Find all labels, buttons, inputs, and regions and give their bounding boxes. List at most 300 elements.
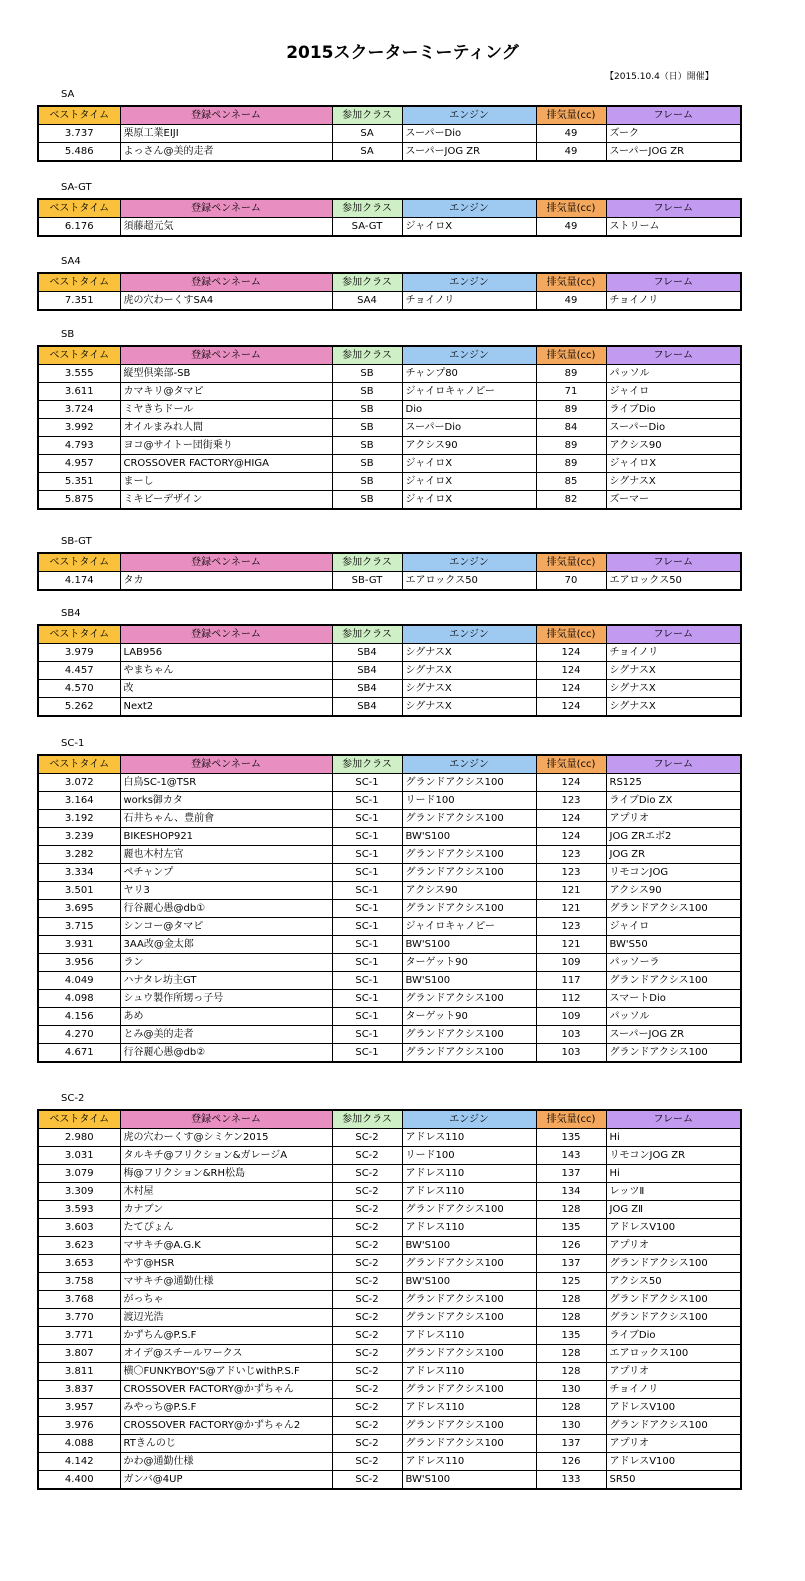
table-row: [38, 1381, 741, 1399]
class-cell: SC-1: [332, 846, 402, 864]
table-row: [38, 218, 741, 237]
displacement-cell: 123: [536, 864, 606, 882]
table-row: [38, 1435, 741, 1453]
displacement-cell: 121: [536, 882, 606, 900]
class-cell: SC-1: [332, 1008, 402, 1026]
frame-cell: ライブDio ZX: [606, 792, 741, 810]
class-cell: SC-1: [332, 864, 402, 882]
pen-name-cell: シンコー@タマピ: [120, 918, 332, 936]
frame-cell: チョイノリ: [606, 1381, 741, 1399]
table-row: [38, 473, 741, 491]
pen-name-cell: 木村屋: [120, 1183, 332, 1201]
engine-cell: グランドアクシス100: [402, 774, 536, 792]
header-engine: エンジン: [402, 755, 536, 774]
best-time-cell: 4.570: [38, 680, 120, 698]
displacement-cell: 130: [536, 1381, 606, 1399]
class-section-label: SA-GT: [61, 182, 92, 193]
displacement-cell: 89: [536, 437, 606, 455]
displacement-cell: 123: [536, 846, 606, 864]
best-time-cell: 4.174: [38, 572, 120, 591]
class-cell: SC-1: [332, 882, 402, 900]
engine-cell: グランドアクシス100: [402, 1026, 536, 1044]
best-time-cell: 6.176: [38, 218, 120, 237]
frame-cell: ジャイロX: [606, 455, 741, 473]
class-cell: SC-2: [332, 1345, 402, 1363]
pen-name-cell: かずちん@P.S.F: [120, 1327, 332, 1345]
best-time-cell: 3.737: [38, 125, 120, 143]
engine-cell: ターゲット90: [402, 954, 536, 972]
table-row: [38, 1453, 741, 1471]
frame-cell: アプリオ: [606, 1237, 741, 1255]
displacement-cell: 123: [536, 792, 606, 810]
displacement-cell: 123: [536, 918, 606, 936]
table-row: [38, 1008, 741, 1026]
best-time-cell: 3.770: [38, 1309, 120, 1327]
class-cell: SA: [332, 143, 402, 162]
pen-name-cell: やまちゃん: [120, 662, 332, 680]
header-frame: フレーム: [606, 273, 741, 292]
header-best-time: ベストタイム: [38, 346, 120, 365]
header-pen-name: 登録ペンネーム: [120, 553, 332, 572]
class-cell: SC-1: [332, 810, 402, 828]
class-cell: SB: [332, 437, 402, 455]
engine-cell: BW'S100: [402, 828, 536, 846]
engine-cell: アドレス110: [402, 1327, 536, 1345]
class-cell: SC-2: [332, 1291, 402, 1309]
engine-cell: ジャイロX: [402, 491, 536, 510]
table-row: [38, 972, 741, 990]
header-frame: フレーム: [606, 199, 741, 218]
engine-cell: リード100: [402, 792, 536, 810]
class-cell: SC-1: [332, 774, 402, 792]
table-row: [38, 1237, 741, 1255]
header-pen-name: 登録ペンネーム: [120, 625, 332, 644]
class-cell: SB4: [332, 698, 402, 717]
header-displacement: 排気量(cc): [536, 346, 606, 365]
header-class: 参加クラス: [332, 553, 402, 572]
best-time-cell: 3.768: [38, 1291, 120, 1309]
engine-cell: グランドアクシス100: [402, 846, 536, 864]
table-header-row: [38, 199, 741, 218]
pen-name-cell: ペチャンプ: [120, 864, 332, 882]
engine-cell: グランドアクシス100: [402, 1044, 536, 1063]
header-displacement: 排気量(cc): [536, 553, 606, 572]
best-time-cell: 3.282: [38, 846, 120, 864]
pen-name-cell: シュウ製作所甥っ子号: [120, 990, 332, 1008]
frame-cell: アプリオ: [606, 810, 741, 828]
class-cell: SB: [332, 455, 402, 473]
engine-cell: アクシス90: [402, 437, 536, 455]
class-cell: SC-2: [332, 1255, 402, 1273]
best-time-cell: 7.351: [38, 292, 120, 311]
table-row: [38, 900, 741, 918]
pen-name-cell: 改: [120, 680, 332, 698]
displacement-cell: 121: [536, 900, 606, 918]
pen-name-cell: 白鳥SC-1@TSR: [120, 774, 332, 792]
best-time-cell: 3.931: [38, 936, 120, 954]
pen-name-cell: マサキチ@通勤仕様: [120, 1273, 332, 1291]
best-time-cell: 3.593: [38, 1201, 120, 1219]
engine-cell: アドレス110: [402, 1453, 536, 1471]
pen-name-cell: やす@HSR: [120, 1255, 332, 1273]
table-row: [38, 1327, 741, 1345]
engine-cell: ジャイロX: [402, 473, 536, 491]
class-cell: SC-2: [332, 1201, 402, 1219]
results-table: [37, 552, 742, 591]
best-time-cell: 4.671: [38, 1044, 120, 1063]
pen-name-cell: ラン: [120, 954, 332, 972]
header-engine: エンジン: [402, 106, 536, 125]
best-time-cell: 3.715: [38, 918, 120, 936]
table-row: [38, 1345, 741, 1363]
engine-cell: アドレス110: [402, 1129, 536, 1147]
engine-cell: シグナスX: [402, 680, 536, 698]
frame-cell: チョイノリ: [606, 644, 741, 662]
class-cell: SB: [332, 473, 402, 491]
frame-cell: シグナスX: [606, 680, 741, 698]
best-time-cell: 3.956: [38, 954, 120, 972]
best-time-cell: 3.771: [38, 1327, 120, 1345]
best-time-cell: 4.793: [38, 437, 120, 455]
frame-cell: ストリーム: [606, 218, 741, 237]
page-title: 2015スクーターミーティング: [286, 43, 519, 63]
header-engine: エンジン: [402, 273, 536, 292]
class-cell: SC-1: [332, 990, 402, 1008]
header-frame: フレーム: [606, 625, 741, 644]
displacement-cell: 137: [536, 1435, 606, 1453]
header-class: 参加クラス: [332, 625, 402, 644]
results-table: [37, 105, 742, 162]
class-cell: SA: [332, 125, 402, 143]
frame-cell: パッソーラ: [606, 954, 741, 972]
engine-cell: エアロックス50: [402, 572, 536, 591]
class-cell: SB-GT: [332, 572, 402, 591]
frame-cell: シグナスX: [606, 473, 741, 491]
engine-cell: BW'S100: [402, 1237, 536, 1255]
engine-cell: グランドアクシス100: [402, 1291, 536, 1309]
best-time-cell: 3.079: [38, 1165, 120, 1183]
table-row: [38, 1309, 741, 1327]
displacement-cell: 124: [536, 774, 606, 792]
pen-name-cell: たてぴょん: [120, 1219, 332, 1237]
class-cell: SC-2: [332, 1147, 402, 1165]
table-header-row: [38, 755, 741, 774]
best-time-cell: 3.724: [38, 401, 120, 419]
frame-cell: RS125: [606, 774, 741, 792]
frame-cell: アプリオ: [606, 1363, 741, 1381]
class-cell: SC-2: [332, 1435, 402, 1453]
pen-name-cell: CROSSOVER FACTORY@HIGA: [120, 455, 332, 473]
class-cell: SC-2: [332, 1417, 402, 1435]
table-row: [38, 1363, 741, 1381]
pen-name-cell: 3AA改@金太郎: [120, 936, 332, 954]
pen-name-cell: とみ@美的走者: [120, 1026, 332, 1044]
table-row: [38, 125, 741, 143]
pen-name-cell: オイルまみれ人間: [120, 419, 332, 437]
frame-cell: グランドアクシス100: [606, 972, 741, 990]
displacement-cell: 121: [536, 936, 606, 954]
pen-name-cell: 虎の穴わーくす@シミケン2015: [120, 1129, 332, 1147]
header-frame: フレーム: [606, 755, 741, 774]
engine-cell: BW'S100: [402, 972, 536, 990]
displacement-cell: 112: [536, 990, 606, 1008]
engine-cell: グランドアクシス100: [402, 1435, 536, 1453]
displacement-cell: 135: [536, 1219, 606, 1237]
engine-cell: BW'S100: [402, 1471, 536, 1490]
table-row: [38, 1044, 741, 1063]
displacement-cell: 124: [536, 810, 606, 828]
class-section-label: SB-GT: [61, 536, 92, 547]
class-cell: SC-1: [332, 1044, 402, 1063]
header-displacement: 排気量(cc): [536, 199, 606, 218]
table-row: [38, 365, 741, 383]
header-frame: フレーム: [606, 1110, 741, 1129]
class-section-label: SA4: [61, 256, 81, 267]
frame-cell: JOG ZⅡ: [606, 1201, 741, 1219]
pen-name-cell: カマキリ@タマピ: [120, 383, 332, 401]
engine-cell: スーパーDio: [402, 419, 536, 437]
table-row: [38, 1026, 741, 1044]
table-header-row: [38, 273, 741, 292]
table-row: [38, 644, 741, 662]
displacement-cell: 124: [536, 828, 606, 846]
frame-cell: スマートDio: [606, 990, 741, 1008]
pen-name-cell: works御カタ: [120, 792, 332, 810]
class-cell: SC-2: [332, 1183, 402, 1201]
results-table: [37, 754, 742, 1063]
header-displacement: 排気量(cc): [536, 755, 606, 774]
frame-cell: シグナスX: [606, 698, 741, 717]
class-section-label: SB4: [61, 608, 81, 619]
best-time-cell: 3.653: [38, 1255, 120, 1273]
class-cell: SC-1: [332, 918, 402, 936]
pen-name-cell: 横〇FUNKYBOY'S@アドいじwithP.S.F: [120, 1363, 332, 1381]
best-time-cell: 3.334: [38, 864, 120, 882]
table-row: [38, 401, 741, 419]
class-cell: SB4: [332, 680, 402, 698]
best-time-cell: 3.603: [38, 1219, 120, 1237]
header-class: 参加クラス: [332, 1110, 402, 1129]
engine-cell: シグナスX: [402, 662, 536, 680]
displacement-cell: 103: [536, 1044, 606, 1063]
best-time-cell: 4.957: [38, 455, 120, 473]
engine-cell: ジャイロキャノピー: [402, 918, 536, 936]
class-cell: SC-2: [332, 1471, 402, 1490]
header-class: 参加クラス: [332, 106, 402, 125]
table-row: [38, 990, 741, 1008]
frame-cell: スーパーJOG ZR: [606, 143, 741, 162]
pen-name-cell: RTきんのじ: [120, 1435, 332, 1453]
pen-name-cell: ヤリ3: [120, 882, 332, 900]
class-cell: SC-2: [332, 1309, 402, 1327]
engine-cell: グランドアクシス100: [402, 900, 536, 918]
pen-name-cell: ミヤきちドール: [120, 401, 332, 419]
displacement-cell: 49: [536, 218, 606, 237]
table-row: [38, 864, 741, 882]
frame-cell: BW'S50: [606, 936, 741, 954]
results-table: [37, 272, 742, 311]
header-best-time: ベストタイム: [38, 1110, 120, 1129]
header-engine: エンジン: [402, 553, 536, 572]
best-time-cell: 4.457: [38, 662, 120, 680]
frame-cell: アプリオ: [606, 1435, 741, 1453]
engine-cell: ジャイロX: [402, 218, 536, 237]
displacement-cell: 103: [536, 1026, 606, 1044]
event-date: 【2015.10.4（日）開催】: [605, 72, 714, 82]
class-section-label: SA: [61, 89, 75, 100]
table-row: [38, 698, 741, 717]
frame-cell: SR50: [606, 1471, 741, 1490]
header-displacement: 排気量(cc): [536, 273, 606, 292]
header-pen-name: 登録ペンネーム: [120, 755, 332, 774]
pen-name-cell: 行谷麗心愚@db②: [120, 1044, 332, 1063]
class-cell: SC-2: [332, 1219, 402, 1237]
frame-cell: JOG ZR: [606, 846, 741, 864]
header-best-time: ベストタイム: [38, 106, 120, 125]
displacement-cell: 49: [536, 125, 606, 143]
frame-cell: アクシス90: [606, 882, 741, 900]
header-class: 参加クラス: [332, 273, 402, 292]
pen-name-cell: オイデ@スチールワークス: [120, 1345, 332, 1363]
best-time-cell: 3.031: [38, 1147, 120, 1165]
header-displacement: 排気量(cc): [536, 106, 606, 125]
displacement-cell: 128: [536, 1363, 606, 1381]
pen-name-cell: Next2: [120, 698, 332, 717]
pen-name-cell: CROSSOVER FACTORY@かずちゃん: [120, 1381, 332, 1399]
best-time-cell: 3.957: [38, 1399, 120, 1417]
best-time-cell: 3.611: [38, 383, 120, 401]
pen-name-cell: CROSSOVER FACTORY@かずちゃん2: [120, 1417, 332, 1435]
displacement-cell: 128: [536, 1309, 606, 1327]
header-best-time: ベストタイム: [38, 199, 120, 218]
table-row: [38, 419, 741, 437]
best-time-cell: 4.270: [38, 1026, 120, 1044]
table-row: [38, 437, 741, 455]
frame-cell: スーパーDio: [606, 419, 741, 437]
best-time-cell: 5.486: [38, 143, 120, 162]
displacement-cell: 125: [536, 1273, 606, 1291]
pen-name-cell: ヨコ@サイトー団街乗り: [120, 437, 332, 455]
engine-cell: グランドアクシス100: [402, 990, 536, 1008]
frame-cell: スーパーJOG ZR: [606, 1026, 741, 1044]
engine-cell: グランドアクシス100: [402, 1417, 536, 1435]
displacement-cell: 70: [536, 572, 606, 591]
header-frame: フレーム: [606, 346, 741, 365]
best-time-cell: 3.309: [38, 1183, 120, 1201]
pen-name-cell: タカ: [120, 572, 332, 591]
frame-cell: ジャイロ: [606, 383, 741, 401]
displacement-cell: 130: [536, 1417, 606, 1435]
class-cell: SB: [332, 383, 402, 401]
table-row: [38, 1273, 741, 1291]
table-header-row: [38, 625, 741, 644]
best-time-cell: 5.351: [38, 473, 120, 491]
engine-cell: グランドアクシス100: [402, 1201, 536, 1219]
best-time-cell: 5.262: [38, 698, 120, 717]
table-row: [38, 792, 741, 810]
pen-name-cell: 縦型倶楽部-SB: [120, 365, 332, 383]
engine-cell: Dio: [402, 401, 536, 419]
table-header-row: [38, 346, 741, 365]
best-time-cell: 4.142: [38, 1453, 120, 1471]
pen-name-cell: LAB956: [120, 644, 332, 662]
frame-cell: グランドアクシス100: [606, 1255, 741, 1273]
frame-cell: グランドアクシス100: [606, 1044, 741, 1063]
table-row: [38, 1147, 741, 1165]
table-row: [38, 680, 741, 698]
table-row: [38, 810, 741, 828]
header-pen-name: 登録ペンネーム: [120, 1110, 332, 1129]
header-displacement: 排気量(cc): [536, 625, 606, 644]
best-time-cell: 4.088: [38, 1435, 120, 1453]
header-pen-name: 登録ペンネーム: [120, 273, 332, 292]
best-time-cell: 4.049: [38, 972, 120, 990]
header-class: 参加クラス: [332, 755, 402, 774]
table-row: [38, 1183, 741, 1201]
best-time-cell: 2.980: [38, 1129, 120, 1147]
class-cell: SC-2: [332, 1129, 402, 1147]
results-table: [37, 198, 742, 237]
table-row: [38, 918, 741, 936]
frame-cell: エアロックス50: [606, 572, 741, 591]
displacement-cell: 89: [536, 365, 606, 383]
engine-cell: グランドアクシス100: [402, 864, 536, 882]
class-cell: SC-2: [332, 1273, 402, 1291]
header-engine: エンジン: [402, 625, 536, 644]
best-time-cell: 3.979: [38, 644, 120, 662]
displacement-cell: 109: [536, 1008, 606, 1026]
table-row: [38, 936, 741, 954]
table-row: [38, 954, 741, 972]
best-time-cell: 3.555: [38, 365, 120, 383]
displacement-cell: 128: [536, 1345, 606, 1363]
frame-cell: リモコンJOG ZR: [606, 1147, 741, 1165]
header-best-time: ベストタイム: [38, 625, 120, 644]
displacement-cell: 124: [536, 644, 606, 662]
header-frame: フレーム: [606, 553, 741, 572]
frame-cell: パッソル: [606, 1008, 741, 1026]
header-class: 参加クラス: [332, 346, 402, 365]
class-cell: SC-1: [332, 936, 402, 954]
frame-cell: アドレスV100: [606, 1219, 741, 1237]
class-cell: SC-1: [332, 792, 402, 810]
engine-cell: シグナスX: [402, 698, 536, 717]
frame-cell: リモコンJOG: [606, 864, 741, 882]
class-cell: SA4: [332, 292, 402, 311]
class-cell: SC-2: [332, 1381, 402, 1399]
engine-cell: チャンプ80: [402, 365, 536, 383]
engine-cell: BW'S100: [402, 936, 536, 954]
header-engine: エンジン: [402, 346, 536, 365]
table-row: [38, 1129, 741, 1147]
engine-cell: ジャイロX: [402, 455, 536, 473]
engine-cell: シグナスX: [402, 644, 536, 662]
engine-cell: グランドアクシス100: [402, 810, 536, 828]
best-time-cell: 3.992: [38, 419, 120, 437]
frame-cell: ズーク: [606, 125, 741, 143]
engine-cell: スーパーDio: [402, 125, 536, 143]
displacement-cell: 143: [536, 1147, 606, 1165]
class-cell: SA-GT: [332, 218, 402, 237]
displacement-cell: 137: [536, 1165, 606, 1183]
class-cell: SC-2: [332, 1165, 402, 1183]
header-engine: エンジン: [402, 199, 536, 218]
table-row: [38, 491, 741, 510]
frame-cell: アドレスV100: [606, 1399, 741, 1417]
frame-cell: ライブDio: [606, 1327, 741, 1345]
engine-cell: スーパーJOG ZR: [402, 143, 536, 162]
frame-cell: レッツⅡ: [606, 1183, 741, 1201]
